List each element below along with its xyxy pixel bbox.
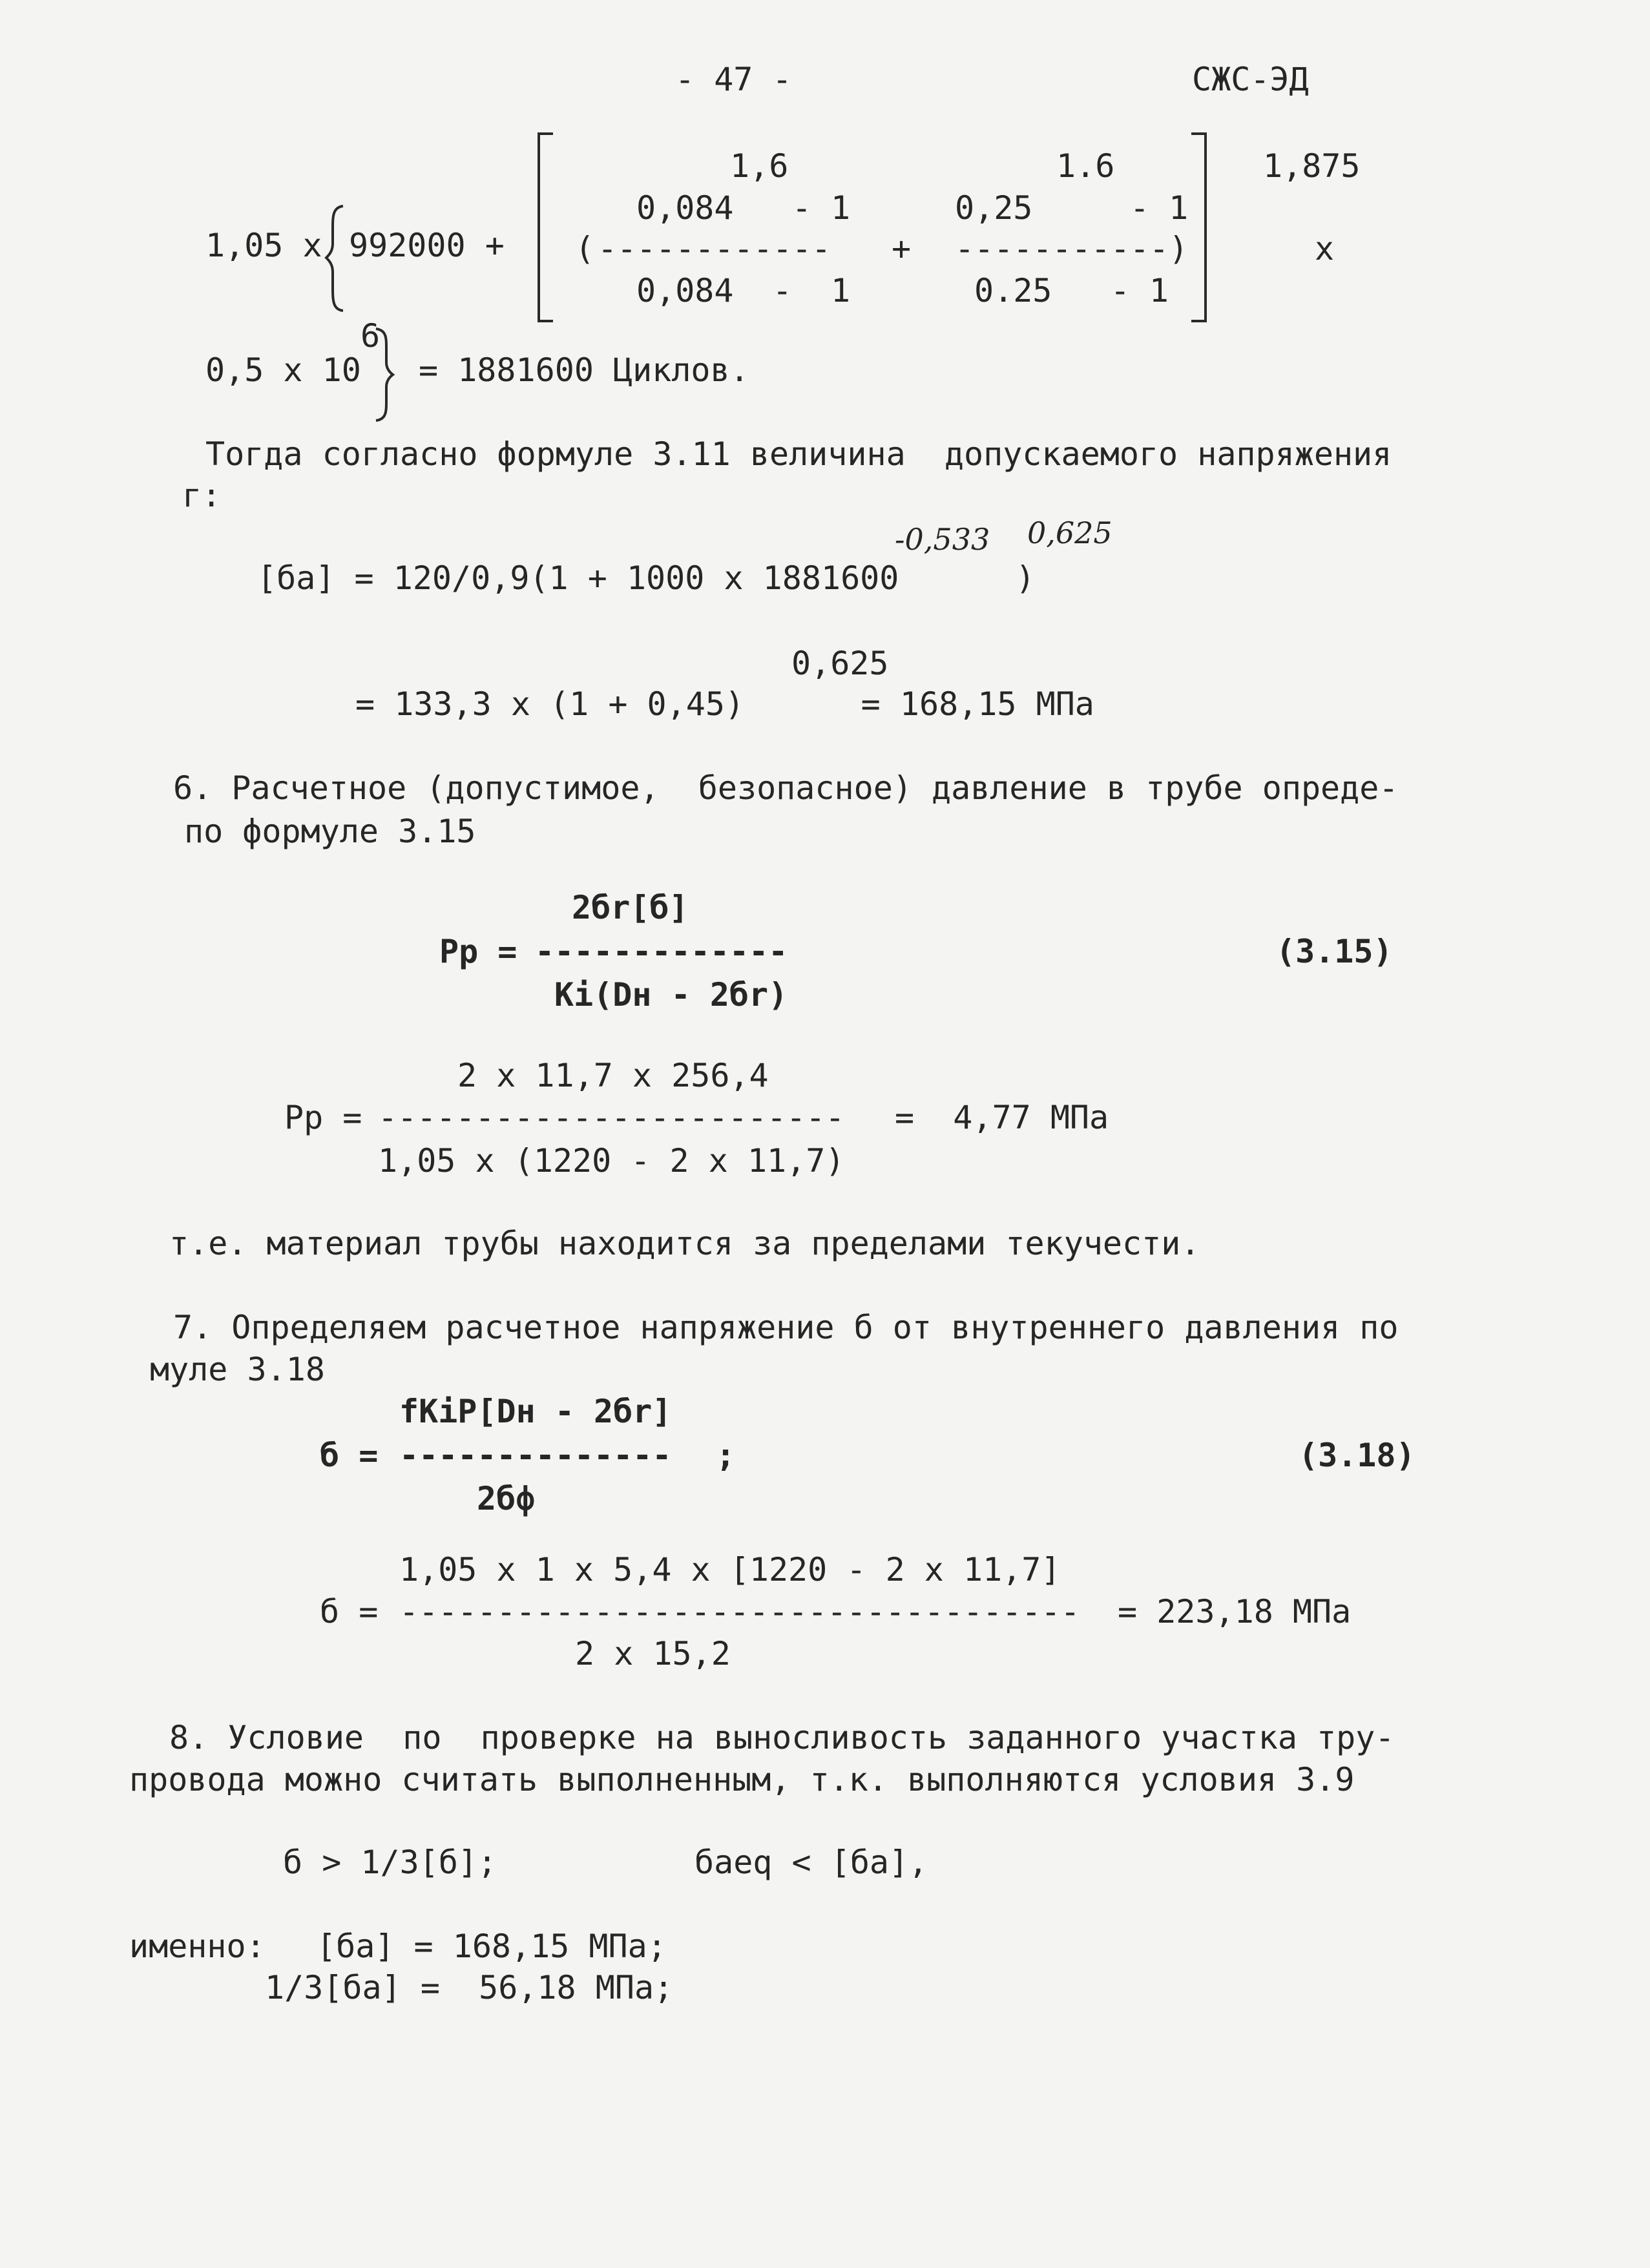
calc-318-result: = 223,18 МПа	[1118, 1593, 1352, 1630]
open-paren: (	[575, 230, 595, 267]
denominator-2: 0.25 - 1	[974, 272, 1169, 309]
paragraph-line: 6. Расчетное (допустимое, безопасное) давление в трубе опреде-	[173, 769, 1399, 807]
stress-formula-line1: [ба] = 120/0,9(1 + 1000 х 1881600 )	[257, 559, 1036, 597]
condition-2: баeq < [ба],	[694, 1844, 928, 1881]
times-sign: x	[1315, 230, 1335, 267]
page-number: - 47 -	[675, 61, 792, 98]
values-label: именно:	[129, 1928, 266, 1965]
stress-formula-line2: = 133,3 х (1 + 0,45) = 168,15 МПа	[355, 685, 1094, 723]
equation-number: (3.18)	[1299, 1437, 1415, 1474]
numerator-1: 0,084 - 1	[636, 189, 851, 227]
calc-318-numerator: 1,05 х 1 х 5,4 х [1220 - 2 х 11,7]	[399, 1551, 1061, 1588]
stress-exponent: 0,625	[791, 645, 889, 682]
fraction-line-1: ------------	[598, 230, 831, 267]
exponent-1b: 1.6	[1056, 147, 1115, 185]
paragraph-line: провода можно считать выполненным, т.к. выполняются условия 3.9	[129, 1761, 1355, 1798]
paragraph-line: 7. Определяем расчетное напряжение б от внутреннего давления по	[173, 1309, 1399, 1346]
paragraph-line: по формуле 3.15	[184, 813, 476, 850]
calc-318-denominator: 2 х 15,2	[575, 1635, 731, 1672]
formula-318-numerator: fKiP[Dн - 2бr]	[399, 1393, 672, 1430]
formula-318-semicolon: ;	[716, 1437, 736, 1474]
calc-315-denominator: 1,05 х (1220 - 2 х 11,7)	[378, 1142, 845, 1180]
calc-315-lhs: Pp =	[284, 1099, 362, 1136]
curly-brace-right	[375, 326, 394, 423]
formula-318-line: --------------	[399, 1437, 672, 1474]
formula-315-lhs: Pp =	[439, 933, 517, 970]
paragraph-line: 8. Условие по проверке на выносливость заданного участка тру-	[169, 1719, 1395, 1756]
formula-315-denominator: Ki(Dн - 2бr)	[554, 976, 788, 1014]
cycles-result: = 1881600 Циклов.	[419, 351, 749, 389]
calc-315-result: = 4,77 МПа	[895, 1099, 1109, 1136]
numerator-2: 0,25 - 1	[955, 189, 1189, 227]
calc-315-numerator: 2 х 11,7 х 256,4	[457, 1057, 769, 1094]
formula-315-numerator: 2бr[б]	[572, 889, 689, 926]
value-line-1: [ба] = 168,15 МПа;	[317, 1928, 667, 1965]
square-bracket-left	[536, 132, 556, 323]
exponent-1a: 1,6	[730, 147, 789, 185]
formula-318-lhs: б =	[320, 1437, 379, 1474]
fraction-line-2: -----------)	[955, 230, 1189, 267]
paragraph-line: т.е. материал трубы находится за пределами текучести.	[169, 1225, 1200, 1262]
outer-exponent: 1,875	[1263, 147, 1361, 185]
condition-1: б > 1/3[б];	[283, 1844, 497, 1881]
formula-base: 992000 +	[349, 227, 505, 264]
paragraph-line: муле 3.18	[150, 1351, 325, 1388]
formula-315-line: -------------	[535, 933, 788, 970]
denominator-1: 0,084 - 1	[636, 272, 851, 309]
formula-row2: 0,5 x 10	[205, 351, 361, 389]
power-six: 6	[360, 317, 381, 355]
equation-number: (3.15)	[1276, 933, 1393, 970]
handwritten-exponent: -0,533	[895, 522, 990, 557]
calc-315-line: ------------------------	[378, 1099, 845, 1136]
calc-318-lhs: б =	[320, 1593, 379, 1630]
formula-prefix: 1,05 x	[205, 227, 322, 264]
document-code: СЖС-ЭД	[1192, 61, 1309, 98]
calc-318-line: -----------------------------------	[399, 1593, 1080, 1630]
square-bracket-right	[1189, 132, 1208, 323]
value-line-2: 1/3[ба] = 56,18 МПа;	[265, 1969, 674, 2006]
handwritten-exponent: 0,625	[1027, 515, 1112, 550]
paragraph-line: Тогда согласно формуле 3.11 величина допускаемого напряжения	[205, 435, 1392, 473]
plus-sign: +	[892, 230, 912, 267]
paragraph-line: г:	[182, 477, 222, 514]
curly-brace-left	[326, 203, 346, 313]
formula-318-denominator: 2бф	[477, 1480, 536, 1517]
